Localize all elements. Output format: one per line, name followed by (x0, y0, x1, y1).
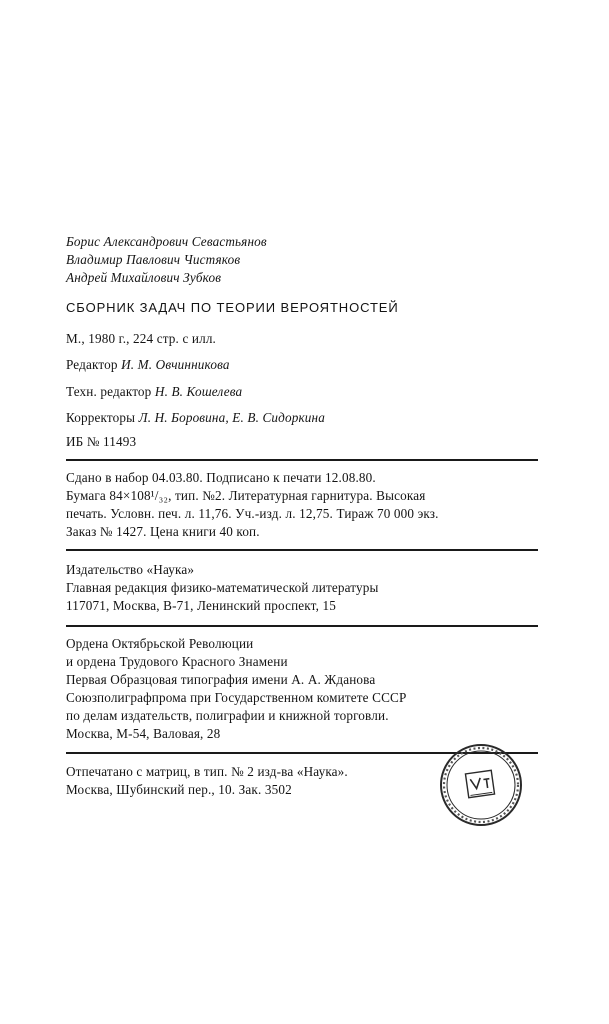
printing-house-line: Москва, М-54, Валовая, 28 (66, 726, 221, 741)
printing-house-line: Первая Образцовая типография имени А. А. Жданова (66, 672, 376, 687)
print-details-line: печать. Условн. печ. л. 11,76. Уч.-изд. л. 12,75. Тираж 70 000 экз. (66, 506, 439, 521)
tech-editor-name: Н. В. Кошелева (154, 384, 243, 399)
editor-name: И. М. Овчинникова (121, 357, 230, 372)
publisher-line: Главная редакция физико-математической литературы (66, 580, 379, 595)
publication-info: М., 1980 г., 224 стр. с илл. (66, 331, 217, 346)
library-stamp-icon (438, 742, 524, 828)
editor-line (66, 357, 230, 373)
book-title: СБОРНИК ЗАДАЧ ПО ТЕОРИИ ВЕРОЯТНОСТЕЙ (66, 300, 399, 315)
print-details-line: Бумага 84×108¹/₃₂, тип. №2. Литературная гарнитура. Высокая (66, 488, 426, 503)
proofreaders-label: Корректоры (66, 410, 136, 425)
printing-house-line: по делам издательств, полиграфии и книжной торговли. (66, 708, 389, 723)
print-details-line: Заказ № 1427. Цена книги 40 коп. (66, 524, 260, 539)
tech-editor-label: Техн. редактор (66, 384, 152, 399)
printing-house-line: и ордена Трудового Красного Знамени (66, 654, 288, 669)
divider (66, 549, 538, 551)
print-details-line: Сдано в набор 04.03.80. Подписано к печати 12.08.80. (66, 470, 376, 485)
printing-house-line: Ордена Октябрьской Революции (66, 636, 254, 651)
tech-editor-line (66, 384, 242, 400)
editor-label: Редактор (66, 357, 118, 372)
matrix-print-line: Москва, Шубинский пер., 10. Зак. 3502 (66, 782, 292, 797)
ib-number: ИБ № 11493 (66, 434, 137, 449)
proofreaders-line (66, 410, 325, 426)
author-2: Владимир Павлович Чистяков (66, 252, 241, 267)
divider (66, 625, 538, 627)
publisher-line: 117071, Москва, В-71, Ленинский проспект, 15 (66, 598, 336, 613)
author-1: Борис Александрович Севастьянов (66, 234, 267, 249)
printing-house-line: Союзполиграфпрома при Государственном комитете СССР (66, 690, 407, 705)
publisher-line: Издательство «Наука» (66, 562, 195, 577)
proofreaders-names: Л. Н. Боровина, Е. В. Сидоркина (138, 410, 325, 425)
author-3: Андрей Михайлович Зубков (66, 270, 222, 285)
divider (66, 459, 538, 461)
matrix-print-line: Отпечатано с матриц, в тип. № 2 изд-ва «Наука». (66, 764, 348, 779)
